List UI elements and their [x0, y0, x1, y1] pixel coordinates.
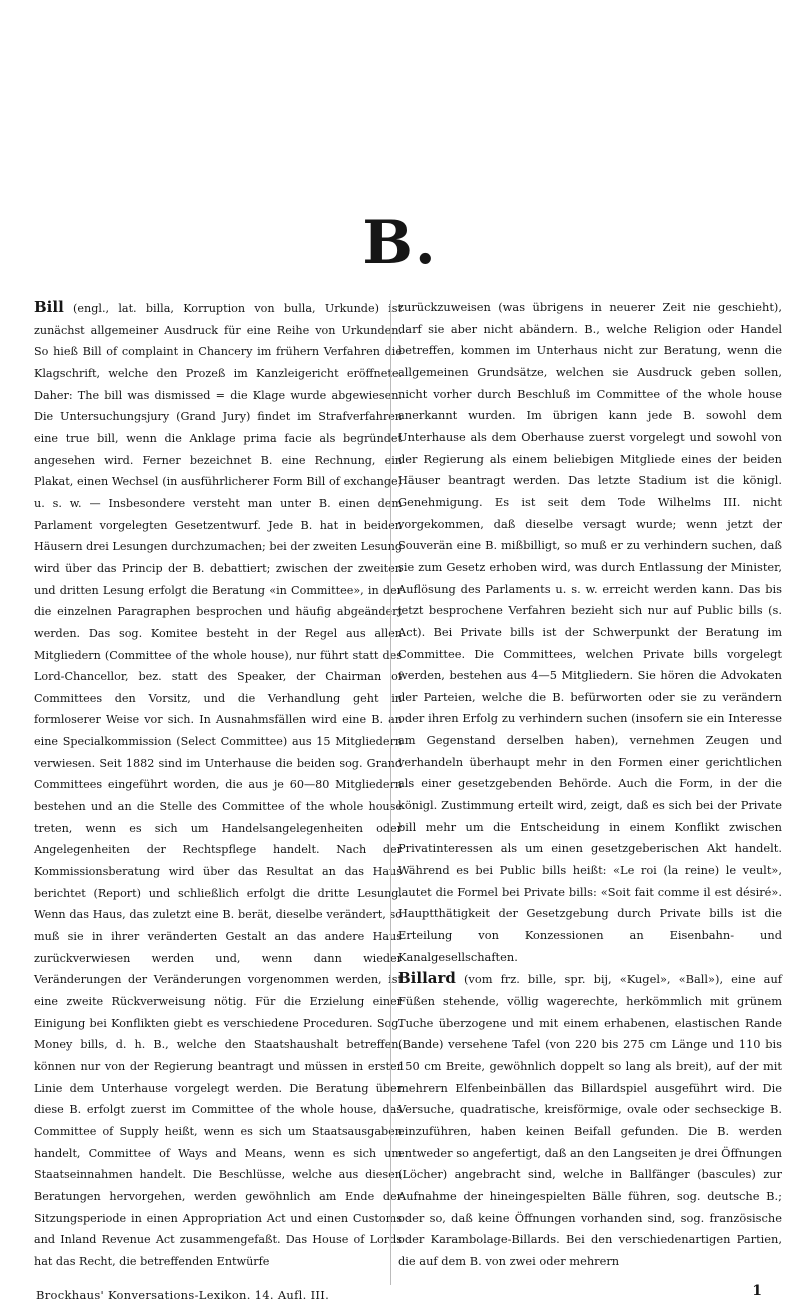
entry-text: (engl., lat. billa, Korruption von bulla, Urkunde) ist zunächst allgemeiner Ausdruck für eine Reihe von Urkunden. So hieß Bill of complaint in Chancery im frühern Verfahren die Klagschrift, welche den Prozeß im Kanzleigericht eröffnete. Daher: The bill was dismissed = die Klage wurde abgewiesen. Die Untersuchungsjury (Grand Jury) findet im Strafverfahren eine true bill, wenn die Anklage prima facie als begründet angesehen wird. Ferner bezeichnet B. eine Rechnung, ein Plakat, einen Wechsel (in ausführlicherer Form Bill of exchange) u. s. w. — Insbesondere versteht man unter B. einen dem Parlament vorgelegten Gesetzentwurf. Jede B. hat in beiden Häusern drei Lesungen durchzumachen; bei der zweiten Lesung wird über das Princip der B. debattiert; zwischen der zweiten und dritten Lesung erfolgt die Beratung «in Committee», in der die einzelnen Paragraphen besprochen und häufig abgeändert werden. Das sog. Komitee besteht in der Regel aus allen Mitgliedern (Committee of the whole house), nur führt statt des Lord-Chancellor, bez. statt des Speaker, der Chairman of Committees den Vorsitz, und die Verhandlung geht in formloserer Weise vor sich. In Ausnahmsfällen wird eine B. an eine Specialkommission (Select Committee) aus 15 Mitgliedern verwiesen. Seit 1882 sind im Unterhause die beiden sog. Grand Committees eingeführt worden, die aus je 60—80 Mitgliedern bestehen und an die Stelle des Committee of the whole house treten, wenn es sich um Handelsangelegenheiten oder Angelegenheiten der Rechtspflege handelt. Nach der Kommissionsberatung wird über das Resultat an das Haus berichtet (Report) und schließlich erfolgt die dritte Lesung. Wenn das Haus, das zuletzt eine B. berät, dieselbe verändert, so muß sie in ihrer veränderten Gestalt an das andere Haus zurückverwiesen werden und, wenn dann wieder Veränderungen der Veränderungen vorgenommen werden, ist eine zweite Rückverweisung nötig. Für die Erzielung einer Einigung bei Konflikten giebt es verschiedene Proceduren. Sog. Money bills, d. h. B., welche den Staatshaushalt betreffen, können nur von der Regierung beantragt und müssen in erster Linie dem Unterhause vorgelegt werden. Die Beratung über diese B. erfolgt zuerst im Committee of the whole house, das Committee of Supply heißt, wenn es sich um Staatsausgaben handelt, Committee of Ways and Means, wenn es sich um Staatseinnahmen handelt. Die Beschlüsse, welche aus diesen Beratungen hervorgehen, werden gewöhnlich am Ende der Sitzungsperiode in einen Appropriation Act und einen Customs and Inland Revenue Act zusammengefaßt. Das House of Lords hat das Recht, die betreffenden Entwürfe — [34, 302, 402, 1268]
entry-paragraph — [34, 297, 402, 1273]
column-divider — [390, 300, 391, 1285]
page-number: 1 — [752, 1283, 762, 1299]
source-citation: Brockhaus' Konversations-Lexikon. 14. Aufl. III. — [36, 1288, 330, 1302]
right-column — [398, 297, 782, 1273]
entry-text: (vom frz. bille, spr. bij, «Kugel», «Ball»), eine auf Füßen stehende, völlig wagerechte, herkömmlich mit grünem Tuche überzogene und mit einem erhabenen, elastischen Rande (Bande) versehene Tafel (von 220 bis 275 cm Länge und 110 bis 150 cm Breite, gewöhnlich doppelt so lang als breit), auf der mit mehrern Elfenbeinbällen das Billardspiel ausgeführt wird. Die Versuche, quadratische, kreisförmige, ovale oder sechseckige B. einzuführen, haben keinen Beifall gefunden. Die B. werden entweder so angefertigt, daß an den Langseiten je drei Öffnungen (Löcher) angebracht sind, welche in Ballfänger (bascules) zur Aufnahme der hineingespielten Bälle führen, sog. deutsche B.; oder so, daß keine Öffnungen vorhanden sind, sog. französische oder Karambolage-Billards. Bei den verschiedenartigen Partien, die auf dem B. von zwei oder mehrern — [398, 972, 783, 1268]
page-footer — [36, 1283, 776, 1304]
section-letter: B. — [362, 208, 438, 278]
entry-headword: Billard — [398, 969, 456, 988]
left-column — [34, 297, 402, 1273]
entry-headword: Bill — [34, 298, 64, 316]
entry-text: zurückzuweisen (was übrigens in neuerer Zeit nie geschieht), darf sie aber nicht abändern. B., welche Religion oder Handel betreffen, kommen im Unterhaus nicht zur Beratung, wenn die allgemeinen Grundsätze, welchen sie Ausdruck geben sollen, nicht vorher durch Beschluß im Committee of the whole house anerkannt wurden. Im übrigen kann jede B. sowohl dem Unterhause als dem Oberhause zuerst vorgelegt und sowohl von der Regierung als einem beliebigen Mitgliede eines der beiden Häuser beantragt werden. Das letzte Stadium ist die königl. Genehmigung. Es ist seit dem Tode Wilhelms III. nicht vorgekommen, daß dieselbe versagt wurde; wenn jetzt der Souverän eine B. mißbilligt, so muß er zu verhindern suchen, daß sie zum Gesetz erhoben wird, was durch Entlassung der Minister, Auflösung des Parlaments u. s. w. erreicht werden kann. Das bis jetzt besprochene Verfahren bezieht sich nur auf Public bills (s. Act). Bei Private bills ist der Schwerpunkt der Beratung im Committee. Die Committees, welchen Private bills vorgelegt werden, bestehen aus 4—5 Mitgliedern. Sie hören die Advokaten der Parteien, welche die B. befürworten oder sie zu verändern oder ihren Erfolg zu verhindern suchen (insofern sie ein Interesse am Gegenstand derselben haben), vernehmen Zeugen und verhandeln überhaupt mehr in den Formen einer gerichtlichen als einer gesetzgebenden Behörde. Auch die Form, in der die königl. Zustimmung erteilt wird, zeigt, daß es sich bei der Private bill mehr um die Entscheidung in einem Konflikt zwischen Privatinteressen als um einen gesetzgeberischen Akt handelt. Während es bei Public bills heißt: «Le roi (la reine) le veult», lautet die Formel bei Private bills: «Soit fait comme il est désiré». Hauptthätigkeit der Gesetzgebung durch Private bills ist die Erteilung von Konzessionen an Eisenbahn- und Kanalgesellschaften. — [398, 300, 782, 964]
entry-paragraph — [398, 297, 782, 968]
entry-paragraph — [398, 968, 782, 1272]
